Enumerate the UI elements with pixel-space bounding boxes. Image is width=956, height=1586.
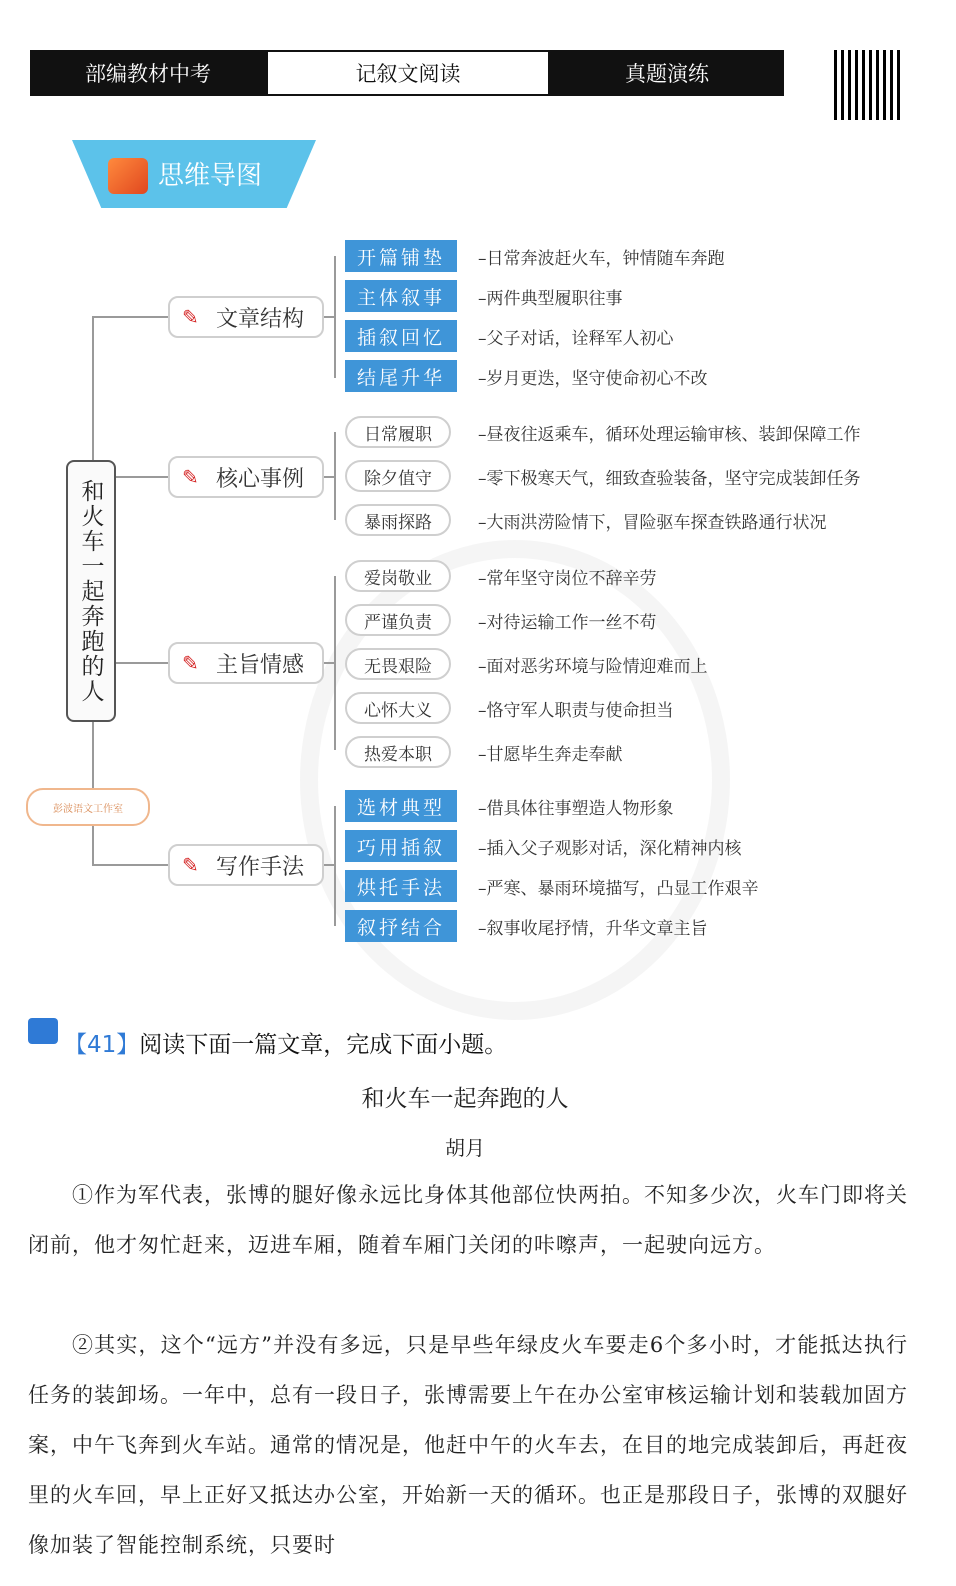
pencil-icon: ✎ bbox=[182, 305, 199, 329]
qr-code-icon bbox=[834, 50, 904, 120]
leaf-desc: –大雨洪涝险情下，冒险驱车探查铁路通行状况 bbox=[478, 513, 827, 533]
branch-examples bbox=[168, 456, 324, 498]
question-instruction-line bbox=[64, 1026, 507, 1059]
question-number: 【41】 bbox=[64, 1032, 140, 1058]
leaf-tag: 叙抒结合 bbox=[345, 910, 457, 942]
pencil-icon: ✎ bbox=[182, 465, 199, 489]
leaf-desc: –昼夜往返乘车，循环处理运输审核、装卸保障工作 bbox=[478, 425, 861, 445]
leaf-pill: 暴雨探路 bbox=[345, 504, 451, 536]
studio-watermark-badge: 彭波语文工作室 bbox=[26, 788, 150, 826]
leaf-pill: 心怀大义 bbox=[345, 692, 451, 724]
leaf-pill: 无畏艰险 bbox=[345, 648, 451, 680]
connector-line bbox=[92, 864, 168, 866]
leaf-pill: 爱岗敬业 bbox=[345, 560, 451, 592]
article-paragraph: ①作为军代表，张博的腿好像永远比身体其他部位快两拍。不知多少次，火车门即将关闭前，他才匆忙赶来，迈进车厢，随着车厢门关闭的咔嚓声，一起驶向远方。 bbox=[28, 1183, 908, 1257]
connector-line bbox=[334, 806, 336, 926]
leaf-desc: –面对恶劣环境与险情迎难而上 bbox=[478, 657, 708, 677]
header-left-tab: 部编教材中考 bbox=[30, 50, 266, 96]
article-title: 和火车一起奔跑的人 bbox=[361, 1086, 569, 1112]
question-icon bbox=[28, 1018, 58, 1044]
pencil-icon: ✎ bbox=[182, 853, 199, 877]
leaf-tag: 插叙回忆 bbox=[345, 320, 457, 352]
branch-label: 核心事例 bbox=[216, 466, 305, 492]
mindmap-root bbox=[66, 460, 116, 722]
mindmap-root-label: 和火车一起奔跑的人 bbox=[77, 478, 104, 704]
pencil-icon: ✎ bbox=[182, 651, 199, 675]
leaf-desc: –父子对话，诠释军人初心 bbox=[478, 329, 674, 349]
leaf-desc: –插入父子观影对话，深化精神内核 bbox=[478, 839, 742, 859]
leaf-desc: –叙事收尾抒情，升华文章主旨 bbox=[478, 919, 708, 939]
connector-line bbox=[334, 432, 336, 520]
connector-line bbox=[92, 316, 94, 460]
leaf-tag: 结尾升华 bbox=[345, 360, 457, 392]
mindmap-banner-title: 思维导图 bbox=[158, 161, 263, 191]
branch-techniques bbox=[168, 844, 324, 886]
leaf-desc: –两件典型履职往事 bbox=[478, 289, 623, 309]
leaf-desc: –对待运输工作一丝不苟 bbox=[478, 613, 657, 633]
leaf-pill: 除夕值守 bbox=[345, 460, 451, 492]
leaf-pill: 热爱本职 bbox=[345, 736, 451, 768]
branch-structure bbox=[168, 296, 324, 338]
leaf-desc: –零下极寒天气，细致查验装备，坚守完成装卸任务 bbox=[478, 469, 861, 489]
connector-line bbox=[324, 316, 334, 318]
branch-label: 文章结构 bbox=[216, 306, 305, 332]
branch-label: 主旨情感 bbox=[216, 652, 305, 678]
branch-label: 写作手法 bbox=[216, 854, 305, 880]
leaf-tag: 选材典型 bbox=[345, 790, 457, 822]
leaf-pill: 严谨负责 bbox=[345, 604, 451, 636]
connector-line bbox=[324, 662, 334, 664]
connector-line bbox=[334, 576, 336, 750]
leaf-desc: –严寒、暴雨环境描写，凸显工作艰辛 bbox=[478, 879, 759, 899]
leaf-tag: 巧用插叙 bbox=[345, 830, 457, 862]
article-author: 胡月 bbox=[445, 1136, 485, 1160]
leaf-desc: –岁月更迭，坚守使命初心不改 bbox=[478, 369, 708, 389]
leaf-tag: 烘托手法 bbox=[345, 870, 457, 902]
header-right-tab: 真题演练 bbox=[550, 50, 784, 96]
leaf-desc: –甘愿毕生奔走奉献 bbox=[478, 745, 623, 765]
question-instruction: 阅读下面一篇文章，完成下面小题。 bbox=[139, 1032, 508, 1058]
notepad-icon bbox=[108, 158, 148, 194]
leaf-desc: –恪守军人职责与使命担当 bbox=[478, 701, 674, 721]
leaf-desc: –日常奔波赶火车，钟情随车奔跑 bbox=[478, 249, 725, 269]
connector-line bbox=[324, 476, 334, 478]
leaf-tag: 开篇铺垫 bbox=[345, 240, 457, 272]
article-paragraph: ②其实，这个“远方”并没有多远，只是早些年绿皮火车要走6个多小时，才能抵达执行任务的装卸场。一年中，总有一段日子，张博需要上午在办公室审核运输计划和装载加固方案，中午飞奔到火车站。通常的情况是，他赶中午的火车去，在目的地完成装卸后，再赶夜里的火车回，早上正好又抵达办公室，开始新一天的循环。也正是那段日子，张博的双腿好像加装了智能控制系统，只要时 bbox=[28, 1333, 908, 1557]
leaf-tag: 主体叙事 bbox=[345, 280, 457, 312]
connector-line bbox=[324, 864, 334, 866]
connector-line bbox=[92, 316, 168, 318]
connector-line bbox=[334, 256, 336, 378]
connector-line bbox=[116, 662, 168, 664]
header-center-tab: 记叙文阅读 bbox=[266, 50, 550, 96]
connector-line bbox=[116, 476, 168, 478]
leaf-desc: –借具体往事塑造人物形象 bbox=[478, 799, 674, 819]
leaf-desc: –常年坚守岗位不辞辛劳 bbox=[478, 569, 657, 589]
branch-theme bbox=[168, 642, 324, 684]
leaf-pill: 日常履职 bbox=[345, 416, 451, 448]
